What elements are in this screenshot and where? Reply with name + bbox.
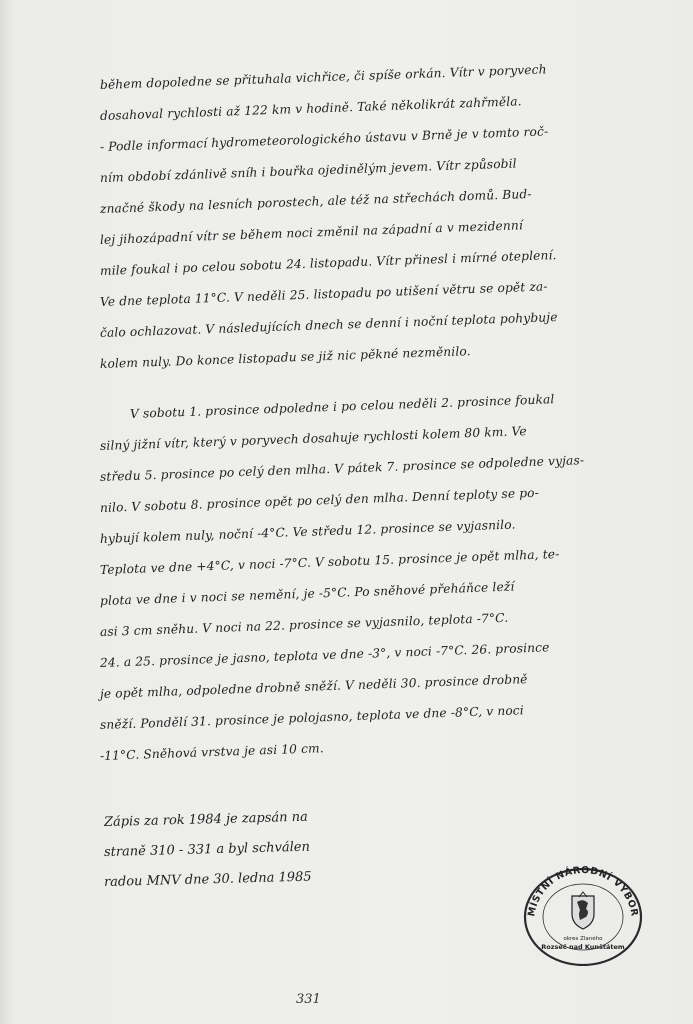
text-line: je opět mlha, odpoledne drobně sněží. V neděli 30. prosince drobně (99, 672, 528, 701)
text-line: kolem nuly. Do konce listopadu se již nic pěkné nezměnilo. (99, 344, 471, 371)
text-line: Ve dne teplota 11°C. V neděli 25. listopadu po utišení větru se opět za- (99, 279, 548, 309)
stamp-arc-text: MÍSTNÍ NÁRODNÍ VÝBOR (526, 864, 640, 918)
note-line: radou MNV dne 30. ledna 1985 (103, 869, 312, 890)
text-line: středu 5. prosince po celý den mlha. V pátek 7. prosince se odpoledne vyjas- (99, 453, 585, 484)
text-line: silný jižní vítr, který v poryvech dosahuje rychlosti kolem 80 km. Ve (99, 424, 527, 453)
text-line: asi 3 cm sněhu. V noci na 22. prosince se vyjasnilo, teplota -7°C. (99, 610, 509, 639)
text-line: značné škody na lesních porostech, ale též na střechách domů. Bud- (99, 186, 532, 216)
text-line: 24. a 25. prosince je jasno, teplota ve dne -3°, v noci -7°C. 26. prosince (99, 640, 550, 670)
note-line: Zápis za rok 1984 je zapsán na (103, 809, 309, 830)
chronicle-entry-text (99, 62, 660, 772)
text-line: -11°C. Sněhová vrstva je asi 10 cm. (99, 741, 325, 763)
text-line: dosahoval rychlosti až 122 km v hodině. Také několikrát zahřměla. (99, 94, 522, 123)
text-line: mile foukal i po celou sobotu 24. listopadu. Vítr přinesl i mírné oteplení. (99, 248, 557, 278)
text-line: V sobotu 1. prosince odpoledne i po celou neděli 2. prosince foukal (129, 392, 555, 421)
text-line: hybují kolem nuly, noční -4°C. Ve středu 12. prosince se vyjasnilo. (99, 517, 516, 546)
stamp-inner-line2: Rozseč nad Kunštátem (541, 943, 625, 951)
approval-note (104, 808, 394, 898)
stamp-inner-line1: okres Zlaného (563, 936, 603, 942)
note-line: straně 310 - 331 a byl schválen (103, 839, 311, 860)
text-line: sněží. Pondělí 31. prosince je polojasno, teplota ve dne -8°C, v noci (99, 703, 525, 732)
text-line: během dopoledne se přituhala vichřice, či spíše orkán. Vítr v poryvech (99, 62, 547, 92)
text-line: plota ve dne i v noci se nemění, je -5°C. Po sněhové přeháňce leží (99, 579, 515, 608)
text-line: - Podle informací hydrometeorologického ústavu v Brně je v tomto roč- (99, 124, 549, 154)
text-line: lej jihozápadní vítr se během noci změnil na západní a v mezidenní (99, 218, 524, 247)
municipal-committee-stamp (520, 862, 646, 966)
text-line: Teplota ve dne +4°C, v noci -7°C. V sobotu 15. prosince je opět mlha, te- (99, 546, 560, 577)
text-line: čalo ochlazovat. V následujících dnech se denní i noční teplota pohybuje (99, 310, 558, 340)
page-number: 331 (296, 992, 321, 1007)
text-line: nilo. V sobotu 8. prosince opět po celý den mlha. Denní teploty se po- (99, 485, 540, 515)
coat-of-arms-icon (572, 892, 594, 929)
text-line: ním období zdánlivě sníh i bouřka ojedinělým jevem. Vítr způsobil (99, 156, 517, 185)
